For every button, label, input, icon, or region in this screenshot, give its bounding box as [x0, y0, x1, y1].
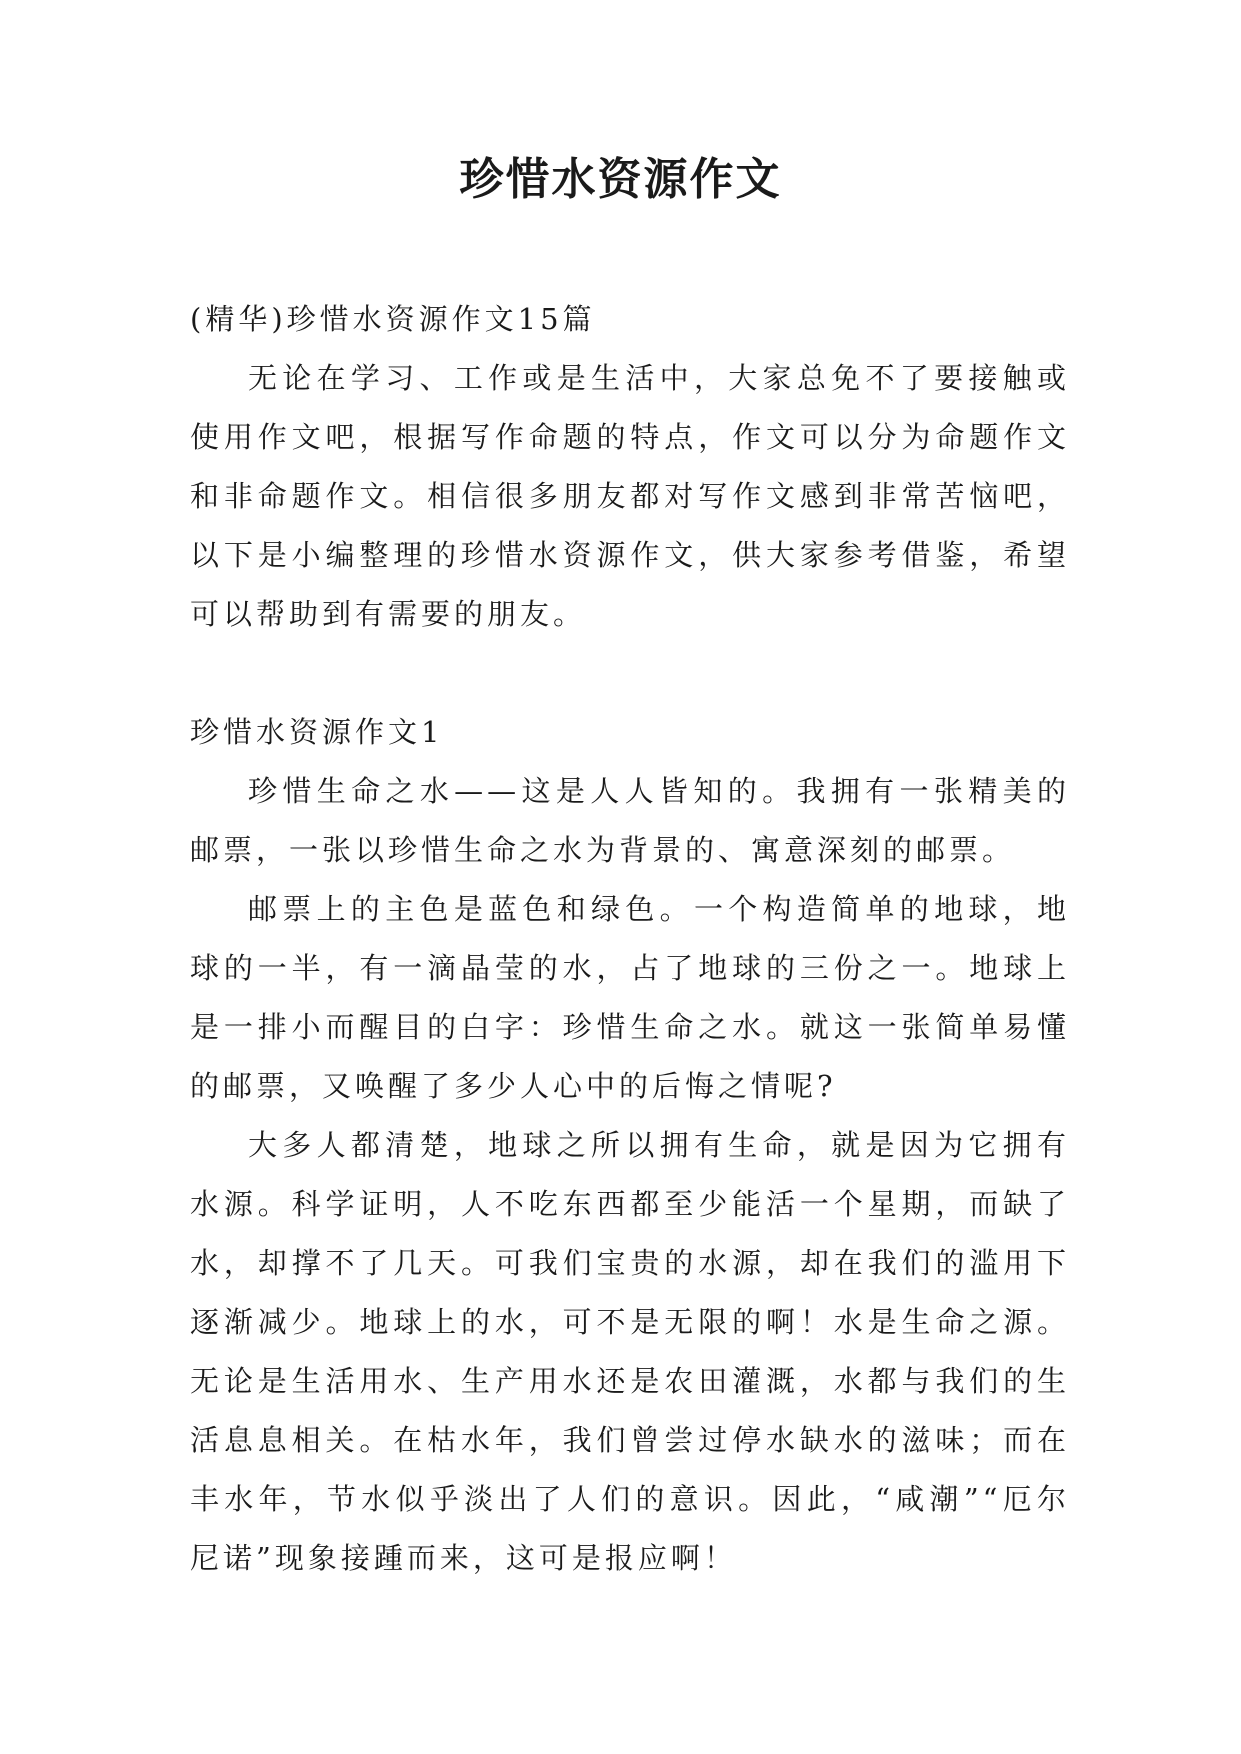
section-spacer: [190, 644, 1070, 703]
section-heading: 珍惜水资源作文1: [190, 715, 444, 749]
body-paragraph-1: 珍惜生命之水——这是人人皆知的。我拥有一张精美的邮票，一张以珍惜生命之水为背景的、寓意深刻的邮票。: [190, 774, 1070, 867]
intro-paragraph: 无论在学习、工作或是生活中，大家总免不了要接触或使用作文吧，根据写作命题的特点，作文可以分为命题作文和非命题作文。相信很多朋友都对写作文感到非常苦恼吧，以下是小编整理的珍惜水资源作文，供大家参考借鉴，希望可以帮助到有需要的朋友。: [190, 361, 1070, 631]
body-paragraph-2: 邮票上的主色是蓝色和绿色。一个构造简单的地球，地球的一半，有一滴晶莹的水，占了地球的三份之一。地球上是一排小而醒目的白字：珍惜生命之水。就这一张简单易懂的邮票，又唤醒了多少人心中的后悔之情呢?: [190, 892, 1070, 1103]
body-paragraph-3: 大多人都清楚，地球之所以拥有生命，就是因为它拥有水源。科学证明，人不吃东西都至少能活一个星期，而缺了水，却撑不了几天。可我们宝贵的水源，却在我们的滥用下逐渐减少。地球上的水，可不是无限的啊！水是生命之源。无论是生活用水、生产用水还是农田灌溉，水都与我们的生活息息相关。在枯水年，我们曾尝过停水缺水的滋味；而在丰水年，节水似乎淡出了人们的意识。因此，“咸潮”“厄尔尼诺”现象接踵而来，这可是报应啊！: [190, 1128, 1070, 1575]
document-title: 珍惜水资源作文: [459, 154, 782, 205]
document-subtitle: (精华)珍惜水资源作文15篇: [190, 302, 596, 336]
document-body: [190, 290, 1070, 1588]
